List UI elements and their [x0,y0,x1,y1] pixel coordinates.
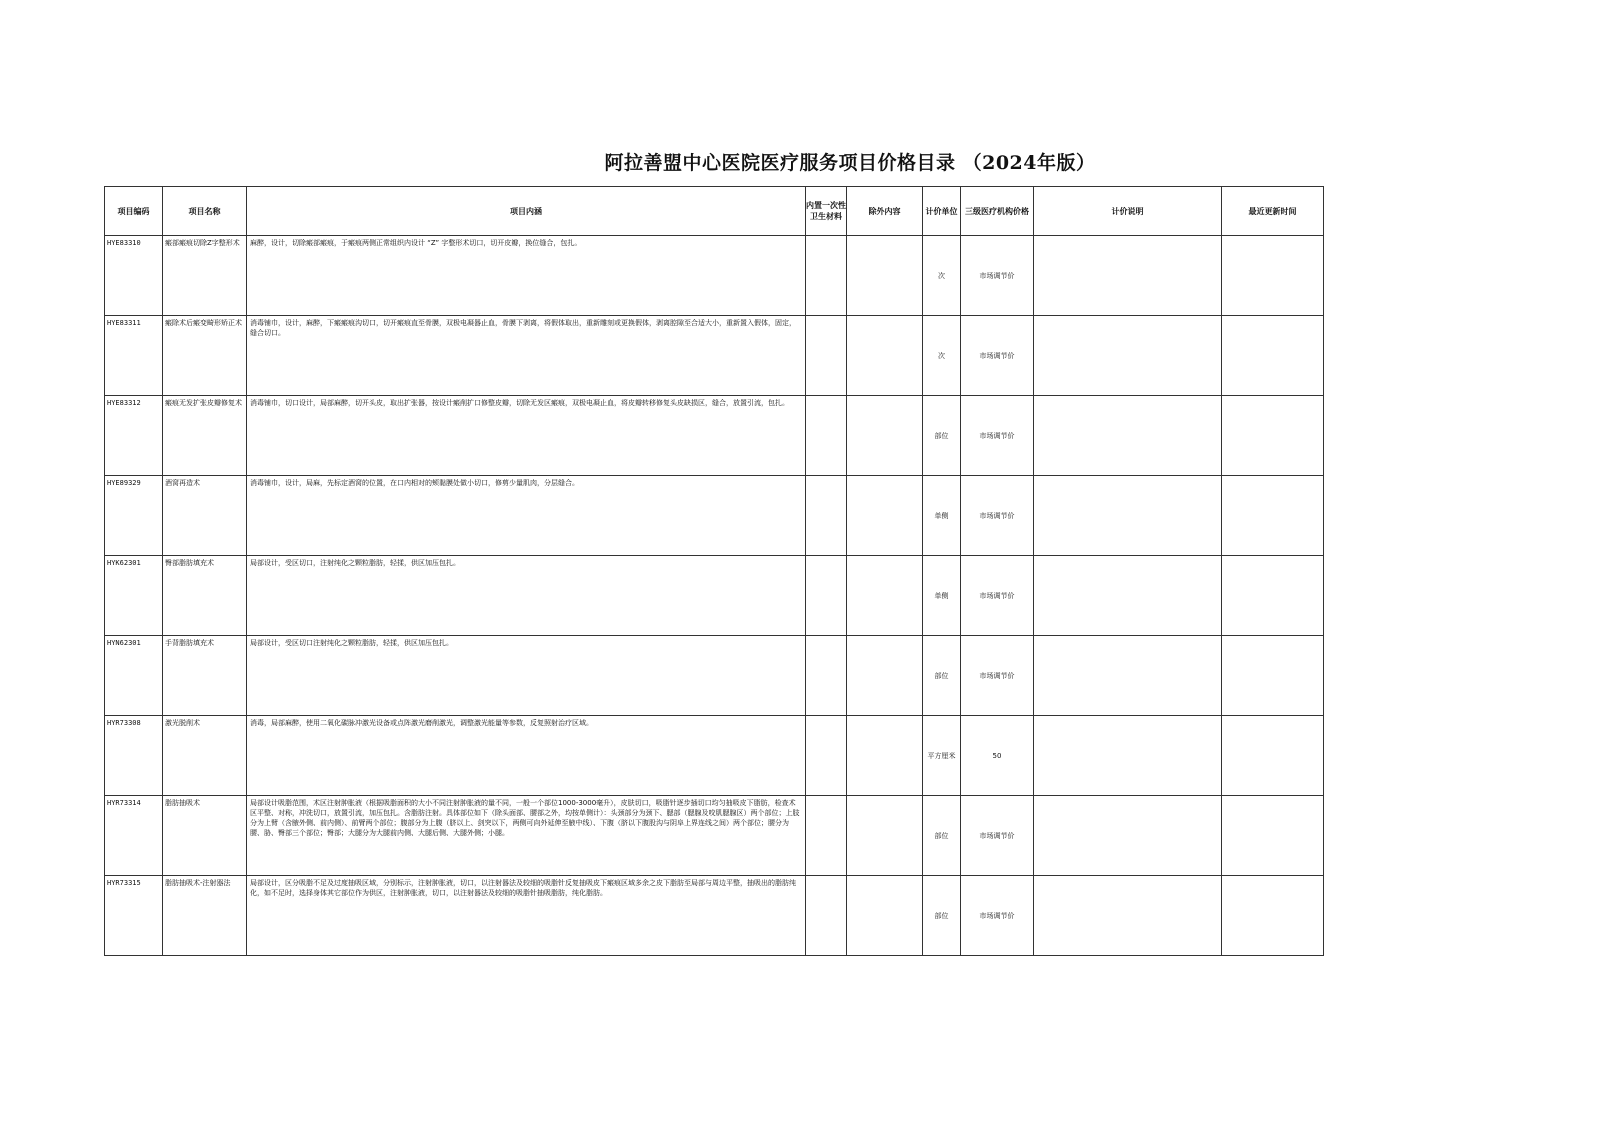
cell-code: HYN62301 [105,636,163,716]
cell-updated [1222,556,1324,636]
cell-note [1034,236,1222,316]
cell-material [806,316,847,396]
cell-excluded [847,396,923,476]
cell-code: HYE89329 [105,476,163,556]
cell-note [1034,476,1222,556]
cell-price: 50 [961,716,1034,796]
page-title: 阿拉善盟中心医院医疗服务项目价格目录 （2024年版） [604,152,1096,174]
col-header-unit: 计价单位 [923,187,961,236]
cell-excluded [847,876,923,956]
cell-content: 局部设计，区分吸脂不足及过度抽吸区域，分别标示，注射肿胀液，切口，以注射器法及较细的吸脂针反复抽吸皮下瘢痕区域多余之皮下脂肪至局部与周边平整，抽吸出的脂肪纯化，如不足时，选择身体其它部位作为供区，注射肿胀液，切口，以注射器法及较细的吸脂针抽吸脂肪，纯化脂肪。 [247,876,806,956]
cell-updated [1222,876,1324,956]
cell-material [806,796,847,876]
cell-updated [1222,716,1324,796]
cell-material [806,876,847,956]
cell-name: 激光脱削术 [163,716,247,796]
table-row [105,236,1324,316]
cell-unit: 平方厘米 [923,716,961,796]
cell-unit: 单侧 [923,556,961,636]
cell-name: 脂肪抽吸术 [163,796,247,876]
cell-updated [1222,396,1324,476]
cell-excluded [847,636,923,716]
cell-content: 局部设计，受区切口，注射纯化之颗粒脂肪，轻揉，供区加压包扎。 [247,556,806,636]
cell-price: 市场调节价 [961,476,1034,556]
cell-name: 瘢痕无发扩张皮瓣修复术 [163,396,247,476]
cell-price: 市场调节价 [961,876,1034,956]
table-row [105,716,1324,796]
cell-updated [1222,316,1324,396]
cell-excluded [847,796,923,876]
cell-material [806,396,847,476]
cell-name: 瘢除术后瘢变畸形矫正术 [163,316,247,396]
col-header-updated: 最近更新时间 [1222,187,1324,236]
cell-content: 消毒，局部麻醉，使用二氧化碳脉冲激光设备或点阵激光磨削激光，调整激光能量等参数，反复照射治疗区域。 [247,716,806,796]
cell-note [1034,556,1222,636]
cell-unit: 部位 [923,636,961,716]
cell-material [806,476,847,556]
cell-note [1034,636,1222,716]
cell-content: 消毒铺巾，设计，局麻，先标定酒窝的位置，在口内相对的颊黏膜处做小切口，修剪少量肌肉，分层缝合。 [247,476,806,556]
cell-price: 市场调节价 [961,236,1034,316]
cell-material [806,236,847,316]
col-header-content: 项目内涵 [247,187,806,236]
cell-name: 手背脂肪填充术 [163,636,247,716]
cell-code: HYR73315 [105,876,163,956]
cell-content: 消毒铺巾，切口设计，局部麻醉，切开头皮，取出扩张器，按设计瘢削扩口修整皮瓣，切除无发区瘢痕，双极电凝止血，将皮瓣转移修复头皮缺损区，缝合，放置引流，包扎。 [247,396,806,476]
cell-excluded [847,476,923,556]
cell-name: 臀部脂肪填充术 [163,556,247,636]
cell-name: 瘢部瘢痕切除Z字整形术 [163,236,247,316]
col-header-name: 项目名称 [163,187,247,236]
cell-updated [1222,636,1324,716]
cell-updated [1222,236,1324,316]
col-header-note: 计价说明 [1034,187,1222,236]
cell-excluded [847,236,923,316]
cell-price: 市场调节价 [961,796,1034,876]
cell-unit: 次 [923,316,961,396]
table-row [105,876,1324,956]
cell-content: 局部设计，受区切口注射纯化之颗粒脂肪，轻揉，供区加压包扎。 [247,636,806,716]
cell-code: HYR73314 [105,796,163,876]
col-header-price: 三级医疗机构价格 [961,187,1034,236]
cell-updated [1222,796,1324,876]
cell-material [806,556,847,636]
cell-price: 市场调节价 [961,396,1034,476]
cell-updated [1222,476,1324,556]
cell-unit: 次 [923,236,961,316]
cell-note [1034,316,1222,396]
table-row [105,396,1324,476]
cell-name: 脂肪抽吸术-注射器法 [163,876,247,956]
cell-material [806,716,847,796]
cell-unit: 单侧 [923,476,961,556]
col-header-code: 项目编码 [105,187,163,236]
cell-material [806,636,847,716]
cell-unit: 部位 [923,396,961,476]
cell-name: 酒窝再造术 [163,476,247,556]
cell-unit: 部位 [923,796,961,876]
cell-code: HYR73308 [105,716,163,796]
table-row [105,796,1324,876]
cell-excluded [847,716,923,796]
cell-content: 局部设计吸脂范围，术区注射肿胀液（根据吸脂面积的大小不同注射肿胀液的量不同，一般一个部位1000-3000毫升），皮肤切口，吸脂针逐步插切口均匀抽吸皮下脂肪，检查术区平整、对称，冲洗切口，放置引流，加压包扎。含脂肪注射。具体部位如下（除头面部、腰部之外，均按单侧计）：头颈部分为颈下、腮部（腮腺及咬肌腮腺区）两个部位；上肢分为上臂（含腋外侧、前内侧）、前臂两个部位；腹部分为上腹（脐以上、剑突以下，两侧可向外延伸至腋中线）、下腹（脐以下腹股沟与阴阜上界连线之间）两个部位；腰分为腰、胁、臀部三个部位；臀部；大腿分为大腿前内侧、大腿后侧、大腿外侧；小腿。 [247,796,806,876]
cell-note [1034,876,1222,956]
cell-note [1034,716,1222,796]
table-header-row [105,187,1324,236]
table-row [105,316,1324,396]
table-row [105,476,1324,556]
cell-content: 消毒铺巾，设计，麻醉，下瘢瘢痕沟切口，切开瘢痕直至骨膜，双极电凝器止血，骨膜下剥离，将假体取出，重新雕刻或更换假体，剥离腔隙至合适大小，重新置入假体，固定，缝合切口。 [247,316,806,396]
cell-code: HYE83310 [105,236,163,316]
col-header-material: 内置一次性卫生材料 [806,187,847,236]
cell-excluded [847,316,923,396]
cell-excluded [847,556,923,636]
cell-note [1034,796,1222,876]
cell-content: 麻醉，设计，切除瘢部瘢痕，于瘢痕两侧正常组织内设计 “Z” 字整形术切口，切开皮瓣，换位缝合，包扎。 [247,236,806,316]
cell-code: HYE83311 [105,316,163,396]
col-header-excluded: 除外内容 [847,187,923,236]
cell-price: 市场调节价 [961,636,1034,716]
cell-unit: 部位 [923,876,961,956]
table-row [105,636,1324,716]
table-row [105,556,1324,636]
cell-price: 市场调节价 [961,316,1034,396]
cell-note [1034,396,1222,476]
cell-price: 市场调节价 [961,556,1034,636]
price-table [104,186,1324,956]
cell-code: HYE83312 [105,396,163,476]
cell-code: HYK62301 [105,556,163,636]
